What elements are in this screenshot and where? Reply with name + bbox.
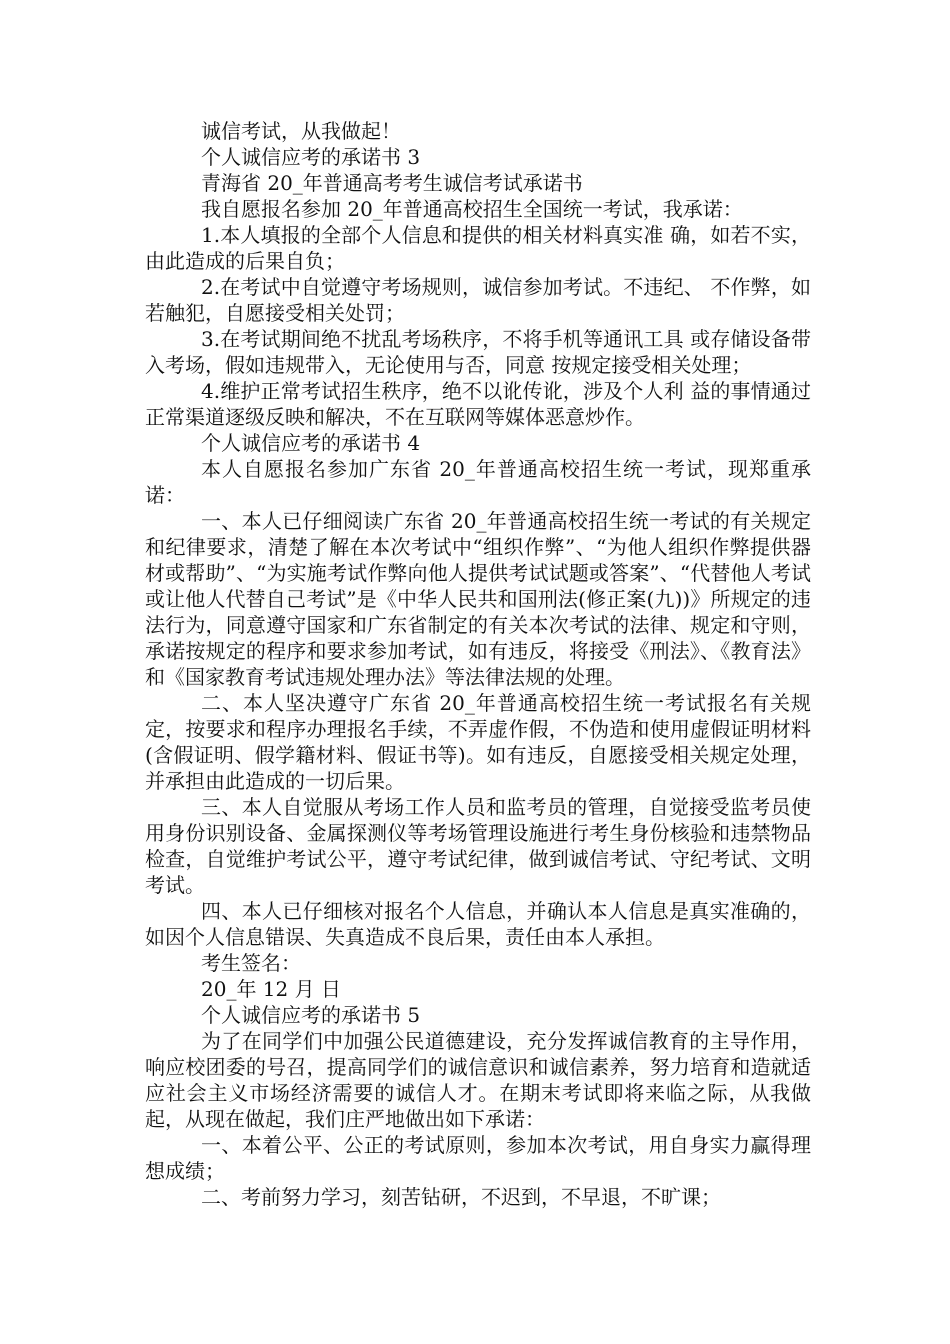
- section-heading-4: 个人诚信应考的承诺书 4: [201, 431, 421, 455]
- qinghai-title: 青海省 20_年普通高考考生诚信考试承诺书: [201, 171, 583, 195]
- guangdong-item-2: 二、本人坚决遵守广东省 20_年普通高校招生统一考试报名有关规定，按要求和程序办理报名手续，不弄虚作假，不伪造和使用虚假证明材料(含假证明、假学籍材料、假证书等)。如有违反，自愿接受相关规定处理，并承担由此造成的一切后果。: [145, 691, 811, 793]
- qinghai-item-1: 1.本人填报的全部个人信息和提供的相关材料真实准 确，如若不实，由此造成的后果自负；: [145, 223, 811, 273]
- date-line: 20_年 12 月 日: [201, 977, 341, 1001]
- qinghai-intro: 我自愿报名参加 20_年普通高校招生全国统一考试，我承诺：: [201, 197, 743, 221]
- school-intro: 为了在同学们中加强公民道德建设，充分发挥诚信教育的主导作用，响应校团委的号召，提高同学们的诚信意识和诚信素养，努力培育和造就适应社会主义市场经济需要的诚信人才。在期末考试即将来临之际，从我做起，从现在做起，我们庄严地做出如下承诺：: [145, 1029, 811, 1131]
- school-item-2: 二、考前努力学习，刻苦钻研，不迟到，不早退，不旷课；: [201, 1185, 721, 1209]
- document-page: [145, 118, 811, 1210]
- school-item-1: 一、本着公平、公正的考试原则，参加本次考试，用自身实力赢得理想成绩；: [145, 1133, 811, 1183]
- qinghai-item-2: 2.在考试中自觉遵守考场规则，诚信参加考试。不违纪、 不作弊，如若触犯，自愿接受相关处罚；: [145, 275, 811, 325]
- qinghai-item-3: 3.在考试期间绝不扰乱考场秩序，不将手机等通讯工具 或存储设备带入考场，假如违规带入，无论使用与否，同意 按规定接受相关处理；: [145, 327, 811, 377]
- section-heading-5: 个人诚信应考的承诺书 5: [201, 1003, 421, 1027]
- guangdong-item-3: 三、本人自觉服从考场工作人员和监考员的管理，自觉接受监考员使用身份识别设备、金属探测仪等考场管理设施进行考生身份核验和违禁物品检查，自觉维护考试公平，遵守考试纪律，做到诚信考试、守纪考试、文明考试。: [145, 795, 811, 897]
- signature-line: 考生签名：: [201, 951, 301, 975]
- guangdong-item-4: 四、本人已仔细核对报名个人信息，并确认本人信息是真实准确的，如因个人信息错误、失真造成不良后果，责任由本人承担。: [145, 899, 811, 949]
- section-heading-3: 个人诚信应考的承诺书 3: [201, 145, 421, 169]
- slogan-line: 诚信考试，从我做起！: [201, 119, 401, 143]
- guangdong-item-1: 一、本人已仔细阅读广东省 20_年普通高校招生统一考试的有关规定和纪律要求，清楚了解在本次考试中“组织作弊”、“为他人组织作弊提供器材或帮助”、“为实施考试作弊向他人提供考试试题或答案”、“代替他人考试或让他人代替自己考试”是《中华人民共和国刑法(修正案(九))》所规定的违法行为，同意遵守国家和广东省制定的有关本次考试的法律、规定和守则，承诺按规定的程序和要求参加考试，如有违反，将接受《刑法》、《教育法》和《国家教育考试违规处理办法》等法律法规的处理。: [145, 509, 811, 689]
- qinghai-item-4: 4.维护正常考试招生秩序，绝不以讹传讹，涉及个人利 益的事情通过正常渠道逐级反映和解决，不在互联网等媒体恶意炒作。: [145, 379, 811, 429]
- guangdong-intro: 本人自愿报名参加广东省 20_年普通高校招生统一考试，现郑重承诺：: [145, 457, 811, 507]
